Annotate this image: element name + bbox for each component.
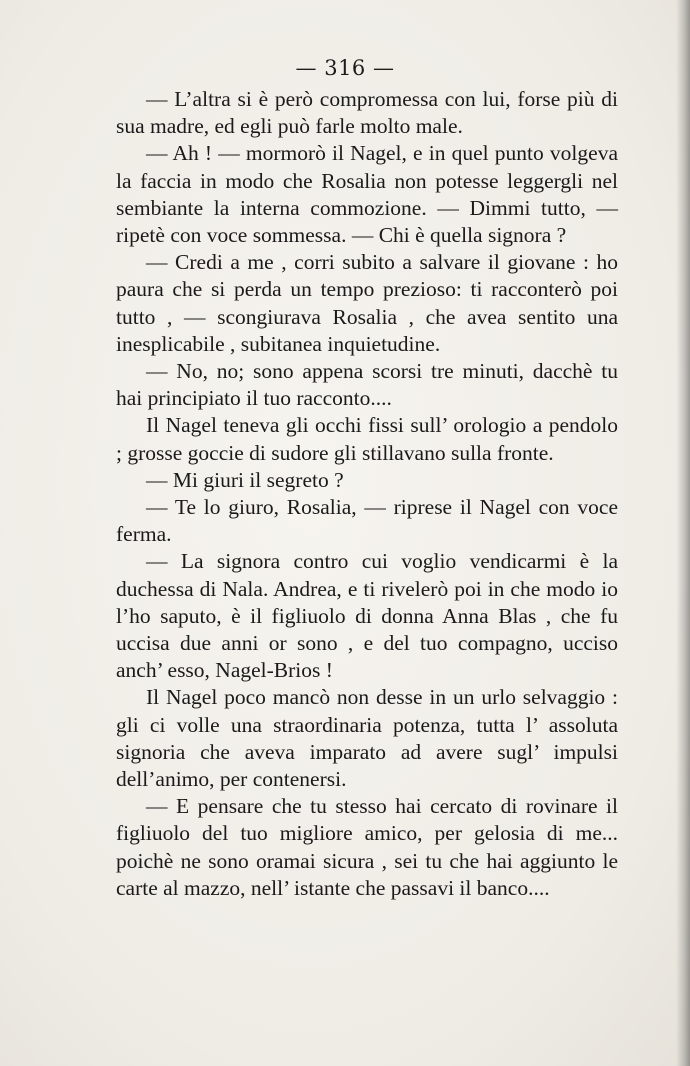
paragraph: — No, no; sono appena scorsi tre minuti, dacchè tu hai principiato il tuo racconto....	[116, 359, 618, 411]
paragraph: — E pensare che tu stesso hai cercato di rovinare il figliuolo del tuo migliore amico, per gelosia di me... poichè ne sono oramai sicura , sei tu che hai aggiunto le carte al mazzo, nell’ istante che passavi il banco....	[116, 794, 618, 900]
paragraph: — Credi a me , corri subito a salvare il giovane : ho paura che si perda un tempo prezioso: ti racconterò poi tutto , — scongiurava Rosalia , che avea sentito una inesplicabile , subitanea inquietudine.	[116, 250, 618, 356]
paragraph: — Mi giuri il segreto ?	[146, 467, 344, 492]
paragraph: Il Nagel teneva gli occhi fissi sull’ orologio a pendolo ; grosse goccie di sudore gli stillavano sulla fronte.	[116, 413, 618, 465]
paragraph: — L’altra si è però compromessa con lui, forse più di sua madre, ed egli può farle molto male.	[116, 87, 618, 139]
paragraph: Il Nagel poco mancò non desse in un urlo selvaggio : gli ci volle una straordinaria potenza, tutta l’ assoluta signoria che aveva imparato ad avere sugl’ impulsi dell’animo, per contenersi.	[116, 685, 618, 792]
paragraph: — Ah ! — mormorò il Nagel, e in quel punto volgeva la faccia in modo che Rosalia non potesse leggergli nel sembiante la interna commozione. — Dimmi tutto, — ripetè con voce sommessa. — Chi è quella signora ?	[116, 141, 618, 248]
paragraph: — La signora contro cui voglio vendicarmi è la duchessa di Nala. Andrea, e ti rivelerò poi in che modo io l’ho saputo, è il figliuolo di donna Anna Blas , che fu uccisa due anni or sono , e del tuo compagno, ucciso anch’ esso, Nagel-Brios !	[116, 549, 618, 683]
page-edge-shadow	[676, 0, 690, 1066]
body-text	[116, 86, 618, 902]
page-number: — 316 —	[295, 56, 395, 80]
paragraph: — Te lo giuro, Rosalia, — riprese il Nagel con voce ferma.	[116, 495, 618, 547]
